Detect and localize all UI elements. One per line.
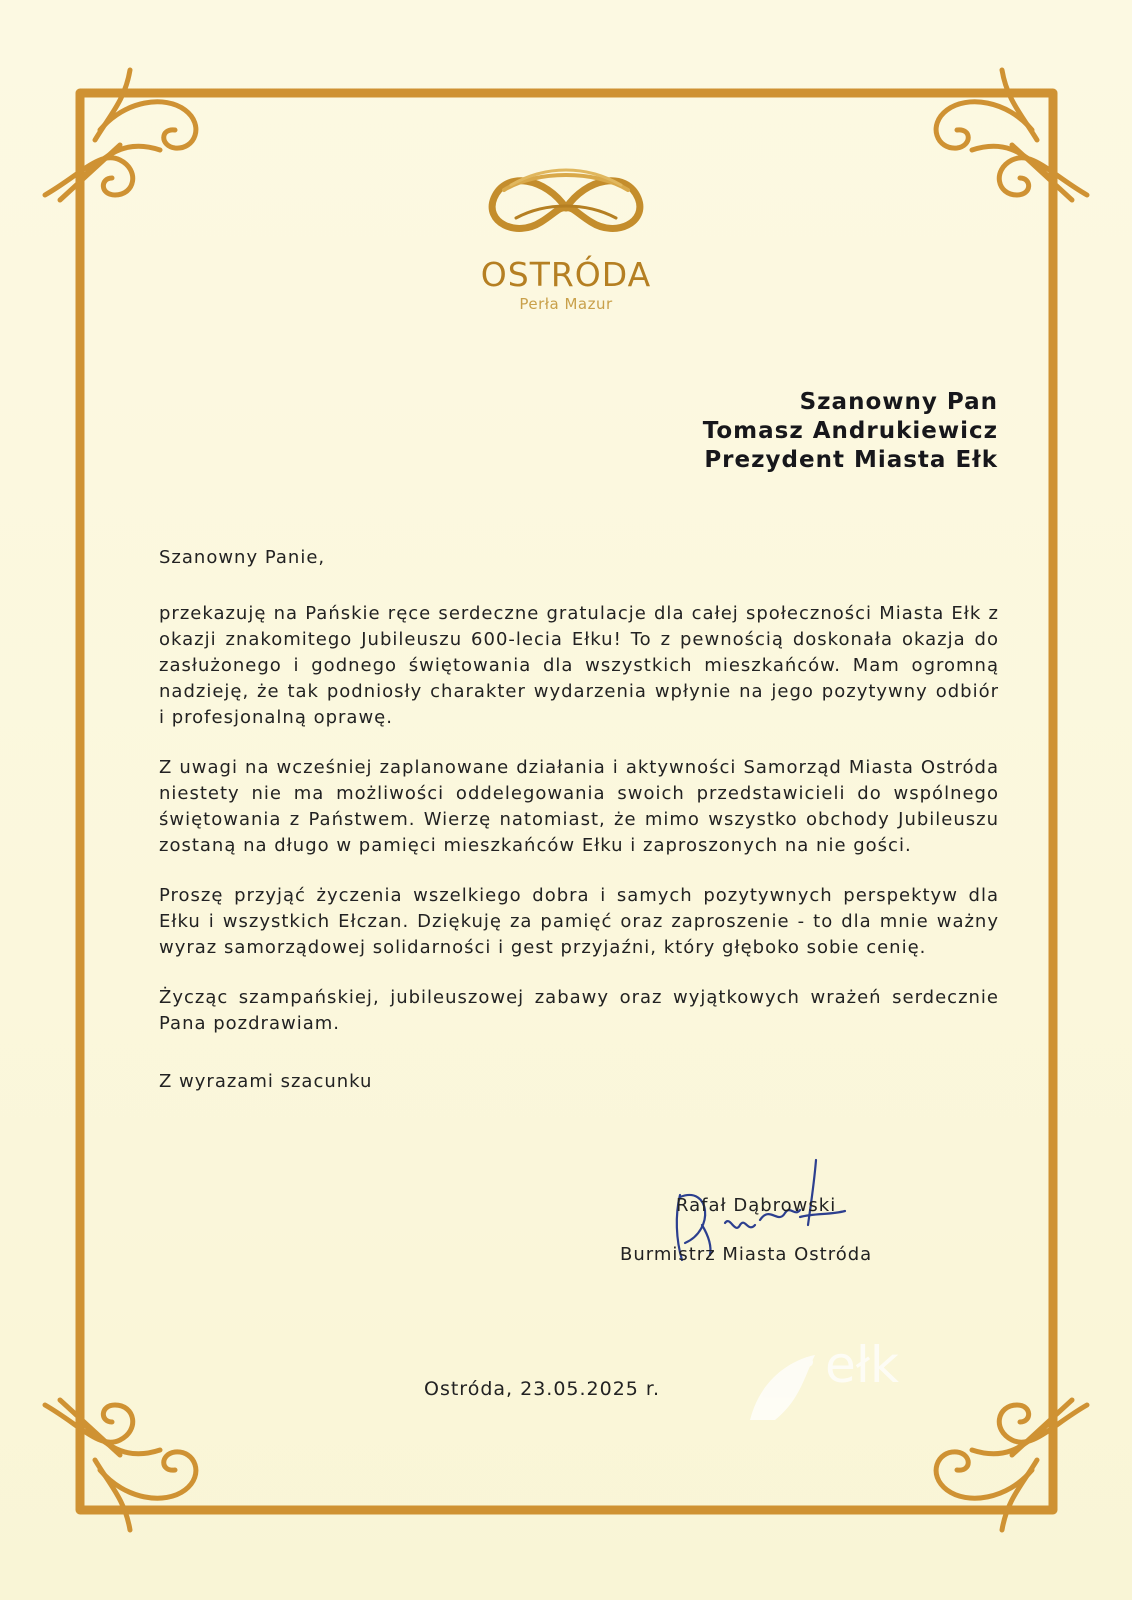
letter-paragraph: Proszę przyjąć życzenia wszelkiego dobra i samych pozytywnych perspektyw dla Ełku i wszystkich Ełczan. Dziękuję za pamięć oraz zaproszenie - to dla mnie ważny wyraz samorządowej solidarności i gest przyjaźni, który głęboko sobie cenię.	[159, 885, 999, 958]
infinity-wave-icon	[476, 160, 656, 255]
recipient-salutation: Szanowny Pan	[799, 389, 998, 415]
letter-paragraph: Z uwagi na wcześniej zaplanowane działania i aktywności Samorząd Miasta Ostróda niestety nie ma możliwości oddelegowania swoich przedstawicieli do wspólnego świętowania z Państwem. Wierzę natomiast, że mimo wszystko obchody Jubileuszu zostaną na długo w pamięci mieszkańców Ełku i zaproszonych na nie gości.	[159, 757, 999, 856]
city-logo	[456, 160, 676, 325]
signatory-title: Burmistrz Miasta Ostróda	[620, 1244, 873, 1265]
letter-closing: Z wyrazami szacunku	[159, 1071, 373, 1092]
bird-icon	[750, 1355, 815, 1420]
watermark	[730, 1320, 960, 1430]
letter-paragraph: przekazuję na Pańskie ręce serdeczne gratulacje dla całej społeczności Miasta Ełk z okazji znakomitego Jubileuszu 600-lecia Ełku! To z pewnością doskonała okazja do zasłużonego i godnego świętowania dla wszystkich mieszkańców. Mam ogromną nadzieję, że tak podniosły charakter wydarzenia wpłynie na jego pozytywny odbiór i profesjonalną oprawę.	[159, 603, 999, 728]
recipient-title: Prezydent Miasta Ełk	[704, 447, 998, 473]
letter-greeting: Szanowny Panie,	[159, 547, 326, 568]
logo-subtitle: Perła Mazur	[519, 295, 613, 313]
recipient-block	[703, 388, 998, 475]
signatory-name: Rafał Dąbrowski	[676, 1195, 837, 1216]
watermark-text: ełk	[825, 1336, 899, 1394]
letter-date: Ostróda, 23.05.2025 r.	[424, 1378, 661, 1400]
letter-paragraph: Życząc szampańskiej, jubileuszowej zabawy oraz wyjątkowych wrażeń serdecznie Pana pozdrawiam.	[159, 987, 999, 1034]
logo-title: OSTRÓDA	[480, 255, 652, 294]
recipient-name: Tomasz Andrukiewicz	[702, 418, 998, 444]
letter-body	[159, 545, 999, 1095]
